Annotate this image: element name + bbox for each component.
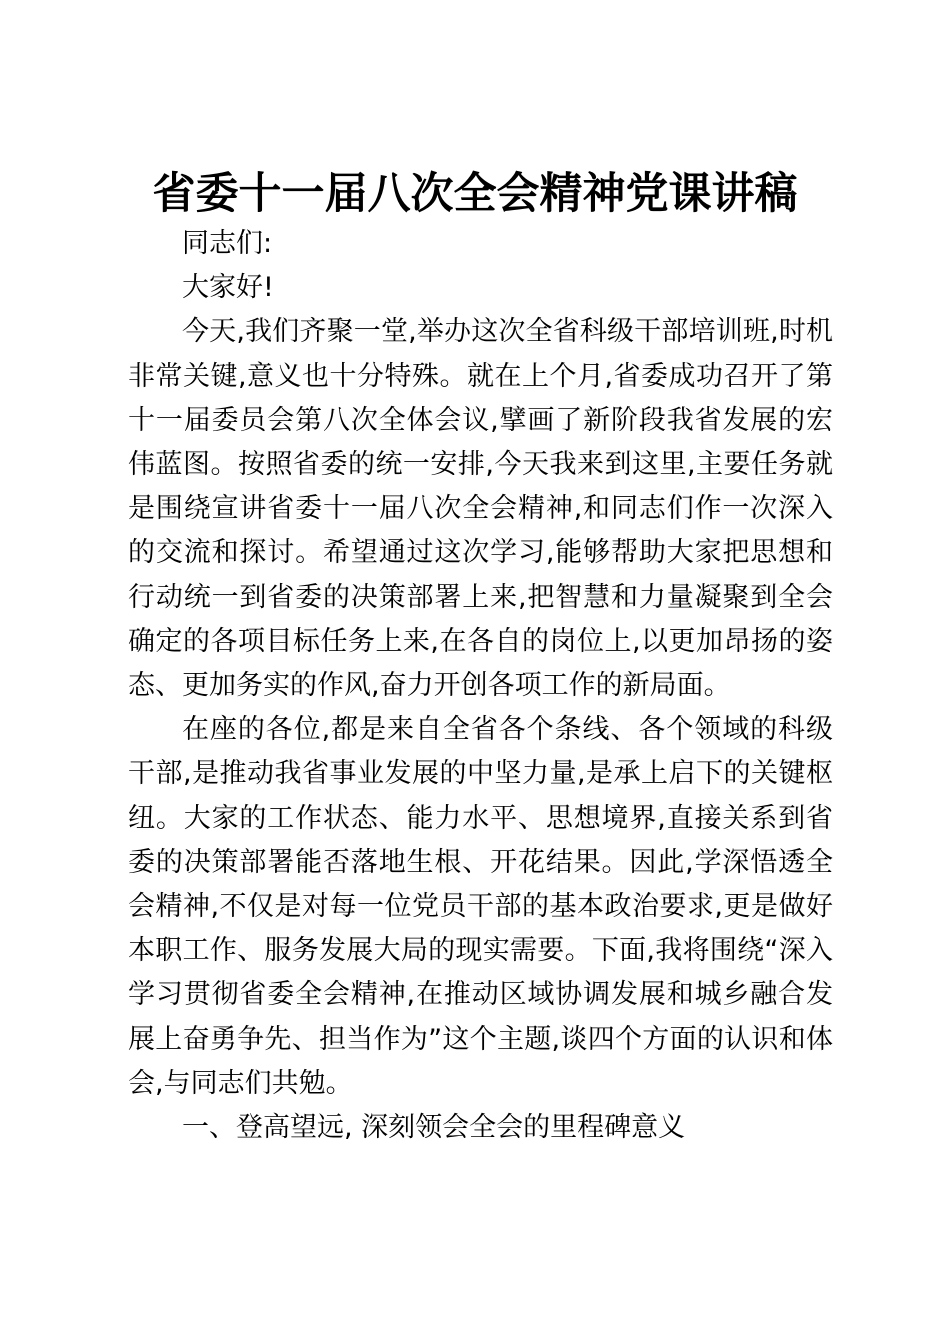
salutation: 同志们:: [182, 228, 273, 259]
body-paragraph: 今天,我们齐聚一堂,举办这次全省科级干部培训班,时机非常关键,意义也十分特殊。就在上个月,省委成功召开了第十一届委员会第八次全体会议,擘画了新阶段我省发展的宏伟蓝图。按照省委的统一安排,今天我来到这里,主要任务就是围绕宣讲省委十一届八次全会精神,和同志们作一次深入的交流和探讨。希望通过这次学习,能够帮助大家把思想和行动统一到省委的决策部署上来,把智慧和力量凝聚到全会确定的各项目标任务上来,在各自的岗位上,以更加昂扬的姿态、更加务实的作风,奋力开创各项工作的新局面。: [128, 316, 833, 702]
greeting: 大家好!: [182, 272, 274, 304]
document-body: [128, 222, 833, 1150]
body-paragraph: 在座的各位,都是来自全省各个条线、各个领域的科级干部,是推动我省事业发展的中坚力量,是承上启下的关键枢纽。大家的工作状态、能力水平、思想境界,直接关系到省委的决策部署能否落地生根、开花结果。因此,学深悟透全会精神,不仅是对每一位党员干部的基本政治要求,更是做好本职工作、服务发展大局的现实需要。下面,我将围绕“深入学习贯彻省委全会精神,在推动区域协调发展和城乡融合发展上奋勇争先、担当作为”这个主题,谈四个方面的认识和体会,与同志们共勉。: [128, 714, 833, 1099]
document-title: 省委十一届八次全会精神党课讲稿: [152, 169, 798, 219]
section-heading: 一、登高望远, 深刻领会全会的里程碑意义: [182, 1112, 686, 1144]
